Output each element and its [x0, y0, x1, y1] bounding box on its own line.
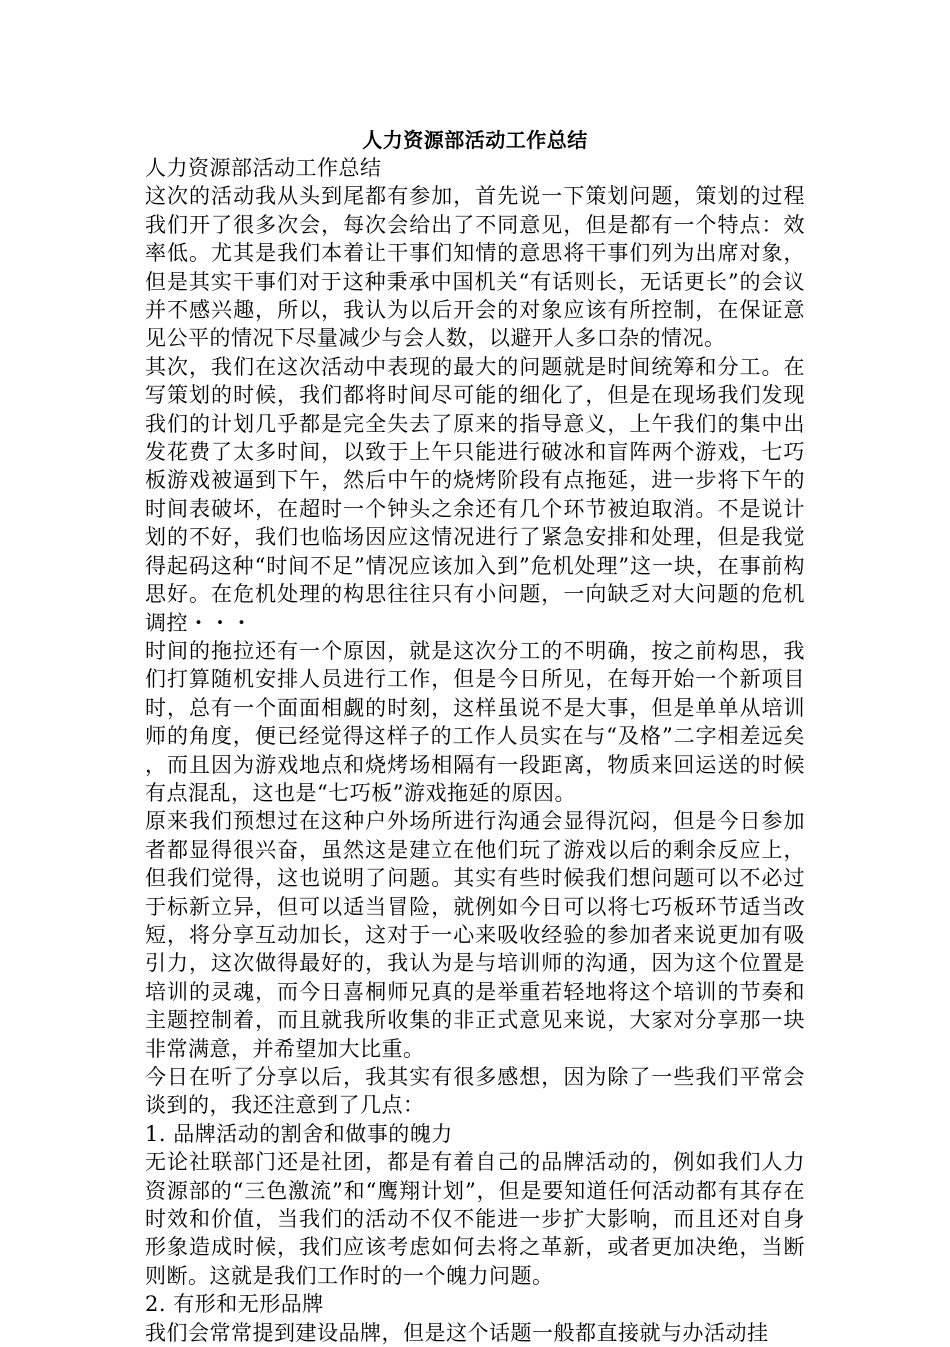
body-paragraph: 我们会常常提到建设品牌，但是这个话题一般都直接就与办活动挂 [145, 1320, 769, 1345]
body-paragraph: 其次，我们在这次活动中表现的最大的问题就是时间统筹和分工。在写策划的时候，我们都将时间尽可能的细化了，但是在现场我们发现我们的计划几乎都是完全失去了原来的指导意义，上午我们的集中出发花费了太多时间，以致于上午只能进行破冰和盲阵两个游戏，七巧板游戏被逼到下午，然后中午的烧烤阶段有点拖延，进一步将下午的时间表破坏，在超时一个钟头之余还有几个环节被迫取消。不是说计划的不好，我们也临场因应这情况进行了紧急安排和处理，但是我觉得起码这种“时间不足”情况应该加入到”危机处理”这一块，在事前构思好。在危机处理的构思往往只有小问题，一向缺乏对大问题的危机调控・・・ [145, 354, 805, 635]
body-paragraph: 无论社联部门还是社团，都是有着自己的品牌活动的，例如我们人力资源部的“三色激流”和“鹰翔计划”，但是要知道任何活动都有其存在时效和价值，当我们的活动不仅不能进一步扩大影响，而且还对自身形象造成时候，我们应该考虑如何去将之革新，或者更加决绝，当断则断。这就是我们工作时的一个魄力问题。 [145, 1150, 805, 1288]
document-body [145, 126, 805, 1347]
body-paragraph: 今日在听了分享以后，我其实有很多感想，因为除了一些我们平常会谈到的，我还注意到了几点： [145, 1065, 805, 1118]
subtitle-paragraph: 人力资源部活动工作总结 [145, 156, 382, 180]
body-paragraph: 这次的活动我从头到尾都有参加，首先说一下策划问题，策划的过程我们开了很多次会，每次会给出了不同意见，但是都有一个特点：效率低。尤其是我们本着让干事们知情的意思将干事们列为出席对象，但是其实干事们对于这种秉承中国机关“有话则长，无话更长”的会议并不感兴趣，所以，我认为以后开会的对象应该有所控制，在保证意见公平的情况下尽量减少与会人数，以避开人多口杂的情况。 [145, 184, 805, 351]
body-paragraph: 原来我们预想过在这种户外场所进行沟通会显得沉闷，但是今日参加者都显得很兴奋，虽然这是建立在他们玩了游戏以后的剩余反应上，但我们觉得，这也说明了问题。其实有些时候我们想问题可以不必过于标新立异，但可以适当冒险，就例如今日可以将七巧板环节适当改短，将分享互动加长，这对于一心来吸收经验的参加者来说更加有吸引力，这次做得最好的，我认为是与培训师的沟通，因为这个位置是培训的灵魂，而今日喜桐师兄真的是举重若轻地将这个培训的节奏和主题控制着，而且就我所收集的非正式意见来说，大家对分享那一块非常满意，并希望加大比重。 [145, 809, 805, 1061]
section-heading: 2. 有形和无形品牌 [145, 1292, 324, 1317]
document-title: 人力资源部活动工作总结 [362, 128, 588, 152]
section-heading: 1. 品牌活动的割舍和做事的魄力 [145, 1121, 453, 1146]
body-paragraph: 时间的拖拉还有一个原因，就是这次分工的不明确，按之前构思，我们打算随机安排人员进行工作，但是今日所见，在每开始一个新项目时，总有一个面面相觑的时刻，这样虽说不是大事，但是单单从培训师的角度，便已经觉得这样子的工作人员实在与“及格”二字相差远矣，而且因为游戏地点和烧烤场相隔有一段距离，物质来回运送的时候有点混乱，这也是“七巧板”游戏拖延的原因。 [145, 638, 805, 805]
